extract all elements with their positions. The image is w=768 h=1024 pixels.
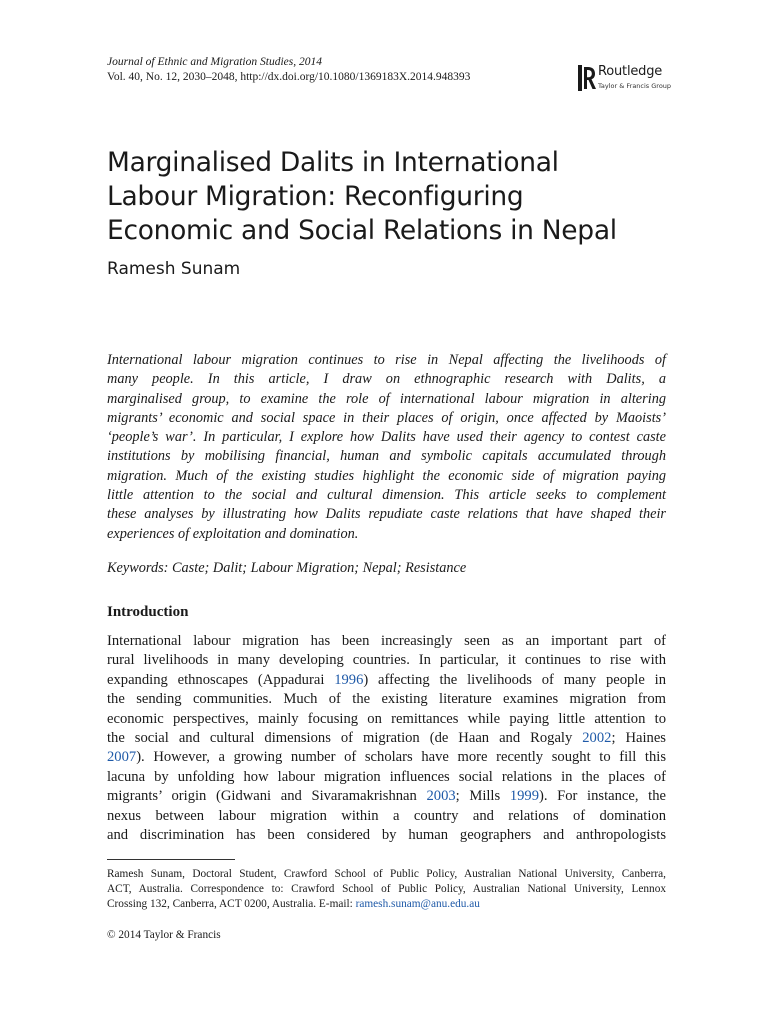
abstract-line: many people. In this article, I draw on ethnographic research with Dalits, a (107, 371, 666, 388)
section-heading: Introduction (107, 604, 189, 620)
citation-link[interactable]: 1996 (334, 671, 364, 688)
copyright-notice: © 2014 Taylor & Francis (107, 929, 221, 941)
text-run: migrants’ origin (Gidwani and Sivaramakrishnan (107, 788, 427, 805)
footnote-line: Ramesh Sunam, Doctoral Student, Crawford School of Public Policy, Australian National University, Canberra, (107, 868, 666, 880)
body-line: the sending communities. Much of the existing literature examines migration from (107, 691, 666, 708)
abstract (107, 351, 666, 544)
footnote-divider (107, 859, 235, 860)
abstract-line: marginalised group, to examine the role of international labour migration in altering (107, 390, 666, 407)
body-line (107, 671, 666, 690)
body-line (107, 729, 666, 748)
citation-link[interactable]: 2002 (582, 730, 612, 747)
email-link[interactable]: ramesh.sunam@anu.edu.au (355, 898, 480, 911)
title-line: Labour Migration: Reconfiguring (107, 181, 524, 212)
journal-name: Journal of Ethnic and Migration Studies, 2014 (107, 56, 322, 68)
title-line: Economic and Social Relations in Nepal (107, 215, 617, 246)
body-line: nexus between labour migration within a country and relations of domination (107, 807, 666, 824)
body-line: International labour migration has been increasingly seen as an important part of (107, 633, 666, 649)
article-title (107, 146, 667, 248)
keywords: Keywords: Caste; Dalit; Labour Migration; Nepal; Resistance (107, 560, 467, 576)
author-name: Ramesh Sunam (107, 259, 241, 279)
body-line: rural livelihoods in many developing countries. In particular, it continues to rise with (107, 652, 666, 669)
footnote-line (107, 897, 666, 912)
abstract-line: International labour migration continues to rise in Nepal affecting the livelihoods of (107, 352, 666, 368)
text-run: ). For instance, the (539, 788, 666, 805)
text-run: ; Haines (611, 730, 666, 747)
title-line: Marginalised Dalits in International (107, 147, 559, 178)
journal-header (107, 55, 470, 85)
publisher-logo (578, 62, 678, 96)
routledge-logo-icon (578, 65, 596, 91)
publisher-group: Taylor & Francis Group (598, 82, 672, 90)
text-run: Crossing 132, Canberra, ACT 0200, Australia. E-mail: (107, 898, 356, 911)
body-line: economic perspectives, mainly focusing on remittances while paying little attention to (107, 710, 666, 727)
text-run: ) affecting the livelihoods of many people in (363, 671, 666, 688)
text-run: the social and cultural dimensions of migration (de Haan and Rogaly (107, 730, 583, 747)
journal-citation: Vol. 40, No. 12, 2030–2048, http://dx.doi.org/10.1080/1369183X.2014.948393 (107, 71, 471, 83)
abstract-line: migration. Much of the existing studies highlight the economic side of migration paying (107, 467, 666, 484)
body-line (107, 748, 666, 767)
text-run: ; Mills (455, 788, 510, 805)
body-text (107, 632, 666, 845)
citation-link[interactable]: 2003 (426, 788, 456, 805)
citation-link[interactable]: 1999 (509, 788, 539, 805)
body-line: lacuna by unfolding how labour migration influences social relations in the places of (107, 768, 666, 785)
citation-link[interactable]: 2007 (107, 749, 137, 766)
abstract-line: experiences of exploitation and domination. (107, 525, 359, 542)
abstract-line: these analyses by illustrating how Dalits repudiate caste relations that have shaped their (107, 506, 666, 523)
abstract-line: institutions by mobilising financial, human and symbolic capitals accumulated through (107, 448, 666, 465)
abstract-line: little attention to the social and cultural dimension. This article seeks to complement (107, 487, 666, 504)
abstract-line: ‘people’s war’. In particular, I explore how Dalits have used their agency to contest caste (107, 429, 666, 446)
body-line: and discrimination has been considered by human geographers and anthropologists (107, 827, 666, 844)
abstract-line: migrants’ economic and social space in their places of origin, once affected by Maoists’ (107, 409, 666, 426)
text-run: ). However, a growing number of scholars have more recently sought to fill this (136, 749, 666, 766)
text-run: expanding ethnoscapes (Appadurai (107, 671, 335, 688)
author-footnote (107, 867, 666, 913)
body-line (107, 787, 666, 806)
publisher-name: Routledge (598, 64, 663, 79)
footnote-line: ACT, Australia. Correspondence to: Crawford School of Public Policy, Australian National University, Lennox (107, 883, 666, 896)
